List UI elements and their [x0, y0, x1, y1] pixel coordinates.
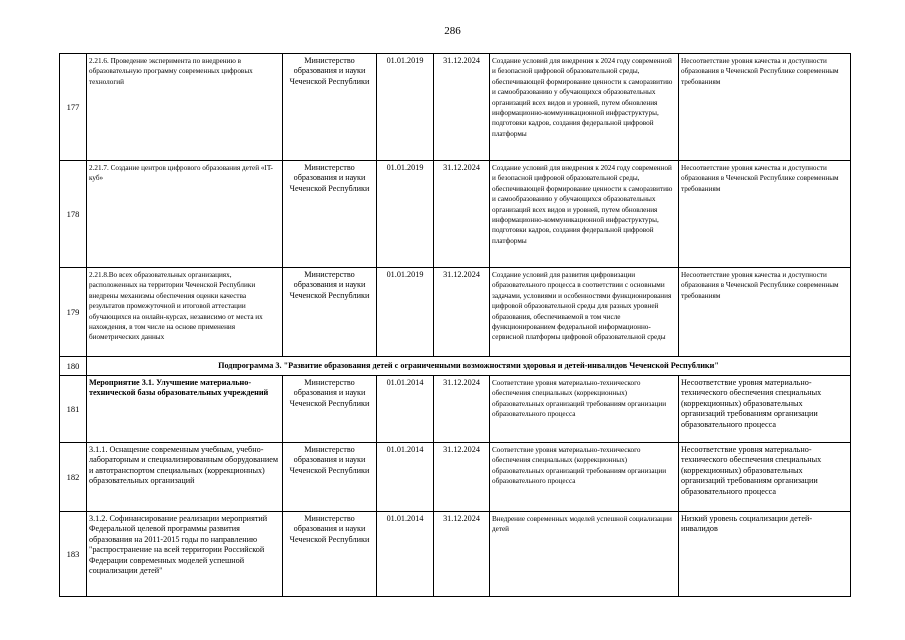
result-cell: Внедрение современных моделей успешной социализации детей: [490, 512, 679, 597]
agency-cell: Министерство образования и науки Чеченской Республики: [283, 376, 377, 443]
row-number: 180: [60, 357, 87, 376]
start-date-cell: 01.01.2014: [377, 443, 434, 512]
start-date-cell: 01.01.2019: [377, 161, 434, 268]
consequence-cell: Несоответствие уровня материально-технического обеспечения специальных (коррекционных) образовательных организаций требованиям организации образовательного процесса: [679, 376, 851, 443]
end-date-cell: 31.12.2024: [434, 376, 490, 443]
end-date-cell: 31.12.2024: [434, 268, 490, 357]
end-date-cell: 31.12.2024: [434, 161, 490, 268]
subprogram-title: Подпрограмма 3. "Развитие образования детей с ограниченными возможностями здоровья и детей-инвалидов Чеченской Республики": [87, 357, 851, 376]
agency-cell: Министерство образования и науки Чеченской Республики: [283, 512, 377, 597]
table-row: [60, 443, 851, 512]
agency-cell: Министерство образования и науки Чеченской Республики: [283, 54, 377, 161]
agency-cell: Министерство образования и науки Чеченской Республики: [283, 443, 377, 512]
table-row: [60, 268, 851, 357]
measure-cell: 3.1.1. Оснащение современным учебным, учебно-лабораторным и специализированным оборудованием и автотранспортом специальных (коррекционных) образовательных организаций: [87, 443, 283, 512]
consequence-cell: Несоответствие уровня материально-технического обеспечения специальных (коррекционных) образовательных организаций требованиям организации образовательного процесса: [679, 443, 851, 512]
table-row: [60, 376, 851, 443]
table-row: [60, 512, 851, 597]
end-date-cell: 31.12.2024: [434, 54, 490, 161]
row-number: 182: [60, 443, 87, 512]
result-cell: Создание условий для развития цифровизации образовательного процесса в соответствии с основными задачами, условиями и особенностями функционирования цифровой образовательной среды для разных уровней образования, обеспечиваемой в том числе функционированием федеральной информационно-сервисной платформы цифровой образовательной среды: [490, 268, 679, 357]
result-cell: Создание условий для внедрения к 2024 году современной и безопасной цифровой образовательной среды, обеспечивающей формирование ценности к саморазвитию и самообразованию у обучающихся образовательных организаций всех видов и уровней, путем обновления информационно-коммуникационной инфраструктуры, подготовки кадров, создания федеральной цифровой платформы: [490, 54, 679, 161]
result-cell: Создание условий для внедрения к 2024 году современной и безопасной цифровой образовательной среды, обеспечивающей формирование ценности к саморазвитию и самообразованию у обучающихся образовательных организаций всех видов и уровней, путем обновления информационно-коммуникационной инфраструктуры, подготовки кадров, создания федеральной цифровой платформы: [490, 161, 679, 268]
consequence-cell: Низкий уровень социализации детей-инвалидов: [679, 512, 851, 597]
consequence-cell: Несоответствие уровня качества и доступности образования в Чеченской Республике современным требованиям: [679, 161, 851, 268]
row-number: 181: [60, 376, 87, 443]
page-number: 286: [444, 25, 461, 37]
row-number: 178: [60, 161, 87, 268]
measure-cell: 2.21.8.Во всех образовательных организациях, расположенных на территории Чеченской Республики внедрены механизмы обеспечения оценки качества результатов промежуточной и итоговой аттестации обучающихся на онлайн-курсах, независимо от места их нахождения, в том числе на основе применения биометрических данных: [87, 268, 283, 357]
table-row: [60, 54, 851, 161]
agency-cell: Министерство образования и науки Чеченской Республики: [283, 161, 377, 268]
result-cell: Соответствие уровня материально-технического обеспечения специальных (коррекционных) образовательных организаций требованиям организации образовательного процесса: [490, 443, 679, 512]
measure-cell: 2.21.6. Проведение эксперимента по внедрению в образовательную программу современных цифровых технологий: [87, 54, 283, 161]
start-date-cell: 01.01.2019: [377, 268, 434, 357]
measure-cell: 2.21.7. Создание центров цифрового образования детей «IT-куб»: [87, 161, 283, 268]
start-date-cell: 01.01.2014: [377, 376, 434, 443]
measure-cell: Мероприятие 3.1. Улучшение материально-технической базы образовательных учреждений: [87, 376, 283, 443]
start-date-cell: 01.01.2014: [377, 512, 434, 597]
table-row: [60, 161, 851, 268]
end-date-cell: 31.12.2024: [434, 512, 490, 597]
start-date-cell: 01.01.2019: [377, 54, 434, 161]
consequence-cell: Несоответствие уровня качества и доступности образования в Чеченской Республике современным требованиям: [679, 268, 851, 357]
subprogram-header-row: [60, 357, 851, 376]
end-date-cell: 31.12.2024: [434, 443, 490, 512]
row-number: 177: [60, 54, 87, 161]
measure-cell: 3.1.2. Софинансирование реализации мероприятий Федеральной целевой программы развития образования на 2011-2015 годы по направлению "распространение на всей территории Российской Федерации современных моделей успешной социализации детей": [87, 512, 283, 597]
program-measures-table: [59, 53, 851, 597]
consequence-cell: Несоответствие уровня качества и доступности образования в Чеченской Республике современным требованиям: [679, 54, 851, 161]
agency-cell: Министерство образования и науки Чеченской Республики: [283, 268, 377, 357]
row-number: 183: [60, 512, 87, 597]
result-cell: Соответствие уровня материально-технического обеспечения специальных (коррекционных) образовательных организаций требованиям организации образовательного процесса: [490, 376, 679, 443]
row-number: 179: [60, 268, 87, 357]
